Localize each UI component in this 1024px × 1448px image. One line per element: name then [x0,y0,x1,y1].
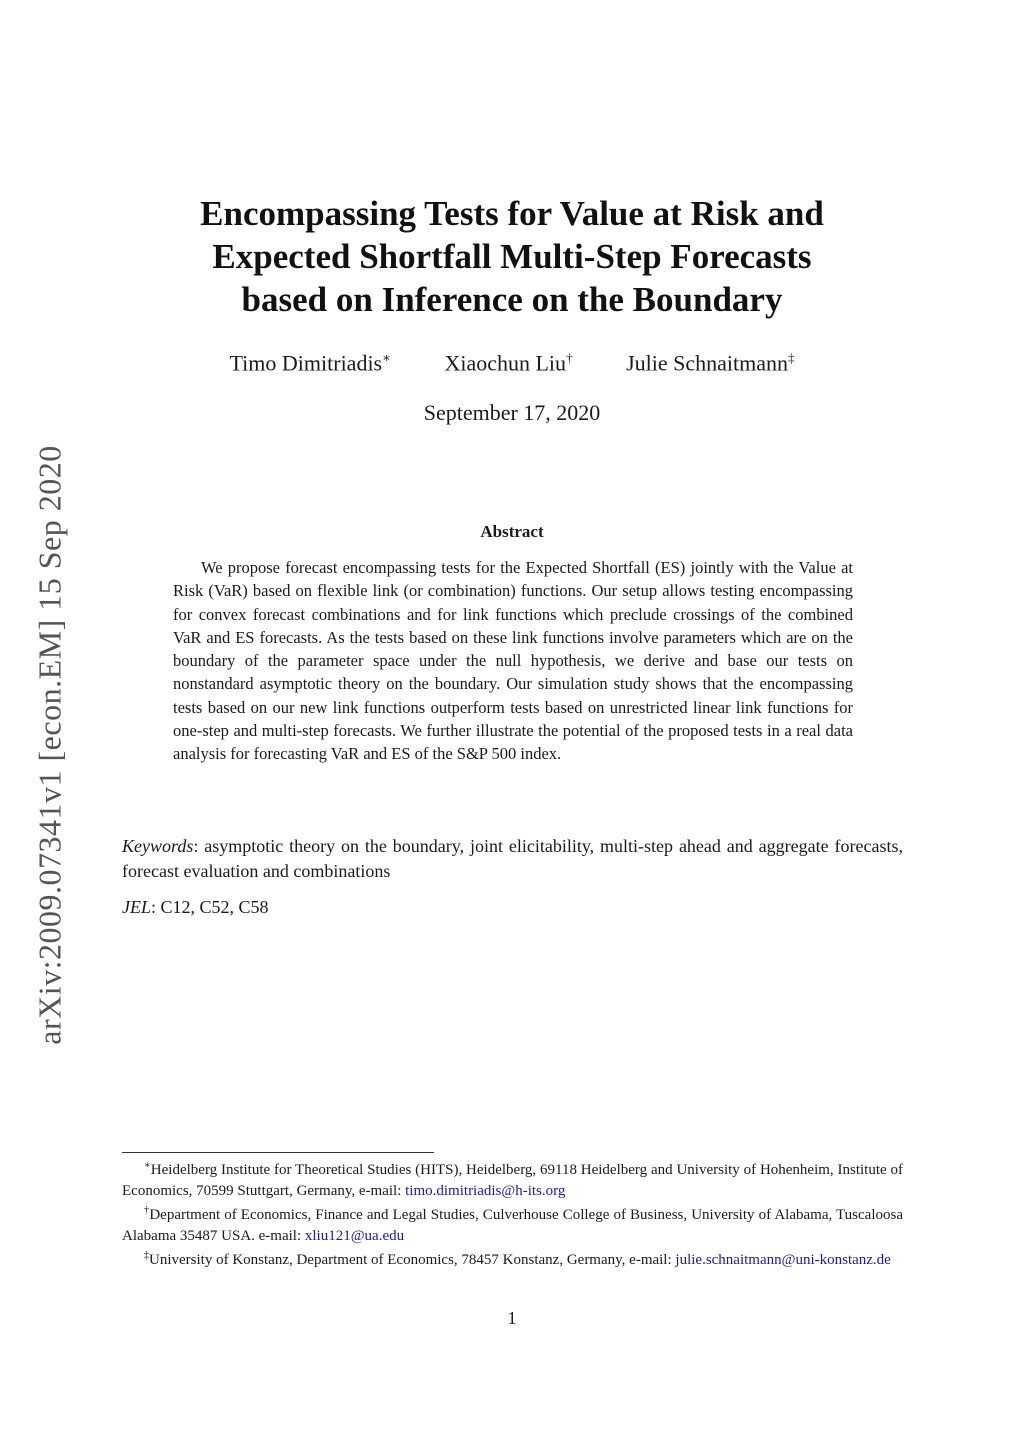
keywords-text: : asymptotic theory on the boundary, joint elicitability, multi-step ahead and aggregate forecasts, forecast evaluation and combinations [122,836,903,881]
author-name: Julie Schnaitmann [626,350,788,376]
footnote-divider [122,1152,434,1153]
footnote-mark: † [144,1205,150,1216]
email-link[interactable]: timo.dimitriadis@h-its.org [405,1182,566,1199]
jel-label: JEL [122,897,151,917]
title-line-2: Expected Shortfall Multi-Step Forecasts [212,237,812,276]
title-line-1: Encompassing Tests for Value at Risk and [200,194,824,233]
author-3 [626,350,794,376]
author-1 [230,350,391,376]
footnote-mark: ‡ [144,1250,149,1261]
keywords-label: Keywords [122,836,194,856]
abstract-text: We propose forecast encompassing tests for the Expected Shortfall (ES) jointly with the Value at Risk (VaR) based on flexible link (or combination) functions. Our setup allows testing encompassing for convex forecast combinations and for link functions which preclude crossings of the combined VaR and ES forecasts. As the tests based on these link functions involve parameters which are on the boundary of the parameter space under the null hypothesis, we derive and base our tests on nonstandard asymptotic theory on the boundary. Our simulation study shows that the encompassing tests based on our new link functions outperform tests based on unrestricted linear link functions for one-step and multi-step forecasts. We further illustrate the potential of the proposed tests in a real data analysis for forecasting VaR and ES of the S&P 500 index. [173,558,853,764]
keywords [122,834,903,883]
footnote-mark: ∗ [144,1160,151,1171]
author-name: Timo Dimitriadis [229,350,383,376]
author-list [112,350,912,376]
footnote-text: University of Konstanz, Department of Economics, 78457 Konstanz, Germany, e-mail: [149,1252,676,1268]
footnotes [122,1156,903,1271]
author-footnote-mark[interactable]: ‡ [787,350,795,365]
arxiv-stamp: arXiv:2009.07341v1 [econ.EM] 15 Sep 2020 [31,445,68,1045]
author-name: Xiaochun Liu [444,350,567,376]
publication-date: September 17, 2020 [423,400,601,425]
jel-text: : C12, C52, C58 [151,897,269,917]
paper-title [112,192,912,321]
abstract-heading: Abstract [480,522,544,541]
author-2 [444,350,572,376]
title-line-3: based on Inference on the Boundary [241,280,783,319]
footnote-3 [122,1246,903,1271]
footnote-text: Department of Economics, Finance and Legal Studies, Culverhouse College of Business, University of Alabama, Tuscaloosa Alabama 35487 USA. e-mail: [122,1207,903,1244]
author-footnote-mark[interactable]: † [566,350,573,365]
jel-codes [122,895,903,919]
email-link[interactable]: xliu121@ua.edu [304,1227,405,1244]
email-link[interactable]: julie.schnaitmann@uni-konstanz.de [675,1252,891,1268]
page-number: 1 [507,1308,517,1328]
footnote-1 [122,1156,903,1201]
author-footnote-mark[interactable]: ∗ [382,350,391,365]
footnote-2 [122,1201,903,1246]
footnote-text: Heidelberg Institute for Theoretical Studies (HITS), Heidelberg, 69118 Heidelberg and University of Hohenheim, Institute of Economics, 70599 Stuttgart, Germany, e-mail: [122,1162,903,1199]
